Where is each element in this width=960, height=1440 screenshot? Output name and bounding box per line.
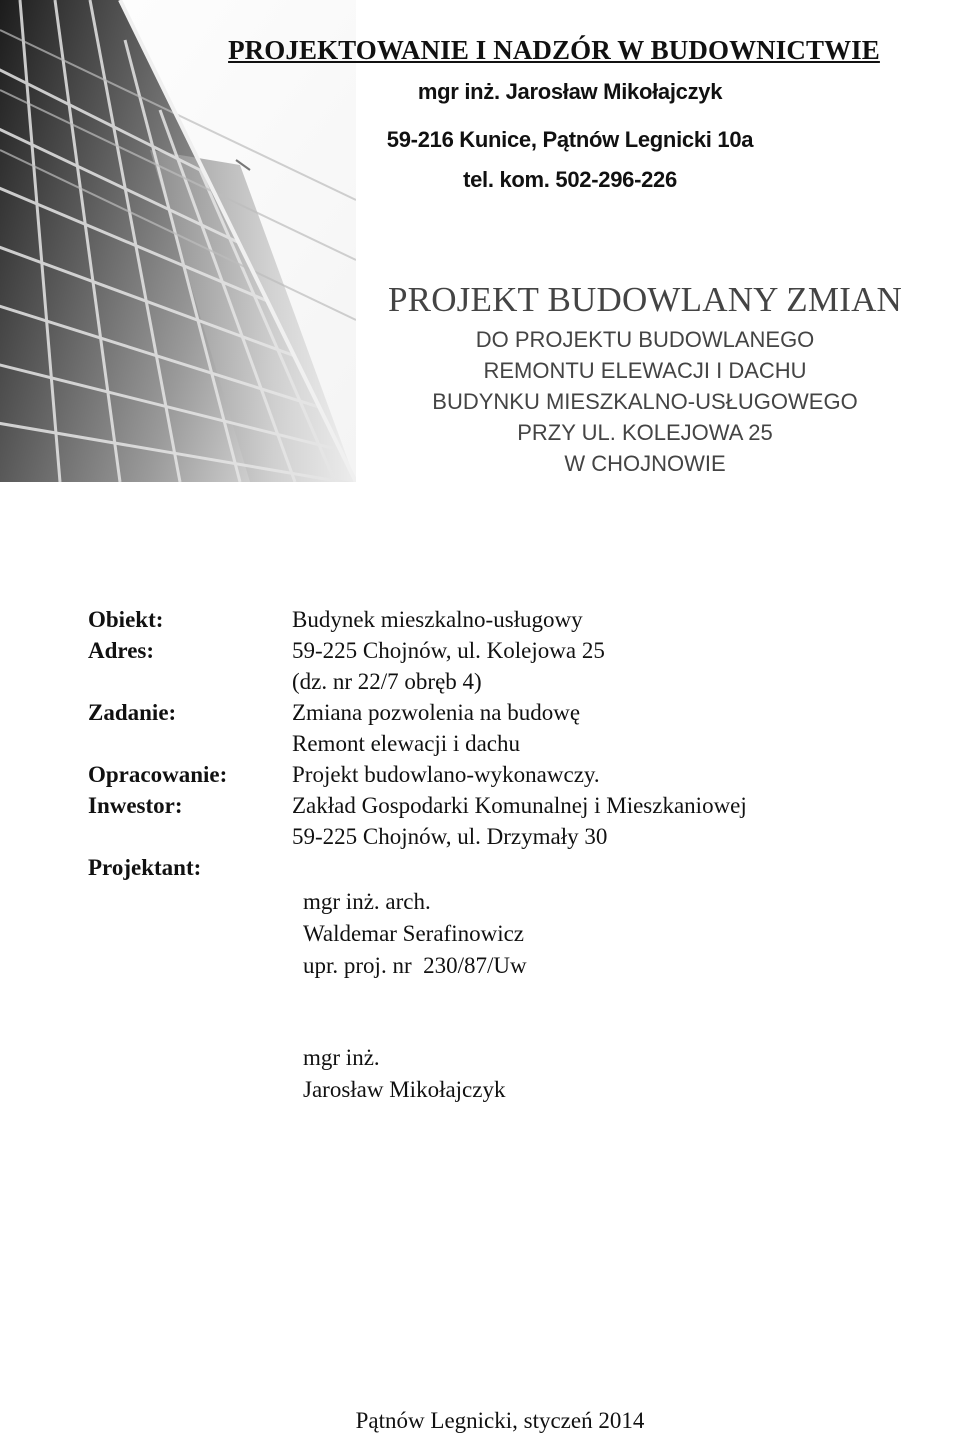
address-label: Adres: — [88, 638, 155, 663]
engineer-block — [303, 1042, 505, 1106]
task-value-2: Remont elewacji i dachu — [292, 731, 521, 756]
object-label: Obiekt: — [88, 607, 164, 632]
project-subtitle-line: DO PROJEKTU BUDOWLANEGO — [475, 327, 815, 352]
designer-title: mgr inż. arch. — [303, 889, 431, 914]
object-value: Budynek mieszkalno-usługowy — [292, 607, 583, 632]
project-title: PROJEKT BUDOWLANY ZMIAN — [387, 280, 903, 319]
project-subtitle-line: REMONTU ELEWACJI I DACHU — [483, 358, 807, 383]
investor-value: Zakład Gospodarki Komunalnej i Mieszkaniowej — [292, 793, 747, 818]
project-title-block — [330, 276, 960, 479]
designer-label: Projektant: — [88, 855, 202, 880]
company-phone: tel. kom. 502-296-226 — [463, 167, 677, 192]
company-name: PROJEKTOWANIE I NADZÓR W BUDOWNICTWIE — [228, 35, 880, 65]
designer-name: Waldemar Serafinowicz — [303, 921, 525, 946]
project-subtitle-line: BUDYNKU MIESZKALNO-USŁUGOWEGO — [432, 389, 858, 414]
engineer-title: mgr inż. — [303, 1045, 380, 1070]
investor-address: 59-225 Chojnów, ul. Drzymały 30 — [292, 824, 608, 849]
company-header — [160, 28, 940, 200]
prepared-label: Opracowanie: — [88, 762, 228, 787]
engineer-full-name: Jarosław Mikołajczyk — [303, 1077, 506, 1102]
investor-label: Inwestor: — [88, 793, 183, 818]
project-subtitle-line: W CHOJNOWIE — [564, 451, 726, 476]
task-label: Zadanie: — [88, 700, 177, 725]
address-value-plot: (dz. nr 22/7 obręb 4) — [292, 669, 482, 694]
task-value: Zmiana pozwolenia na budowę — [292, 700, 581, 725]
company-address: 59-216 Kunice, Pątnów Legnicki 10a — [386, 127, 754, 152]
engineer-name: mgr inż. Jarosław Mikołajczyk — [417, 79, 723, 104]
designer-block — [303, 886, 527, 982]
place-date: Pątnów Legnicki, styczeń 2014 — [355, 1408, 645, 1433]
project-subtitle-line: PRZY UL. KOLEJOWA 25 — [517, 420, 773, 445]
designer-license: upr. proj. nr 230/87/Uw — [303, 953, 527, 978]
address-value: 59-225 Chojnów, ul. Kolejowa 25 — [292, 638, 605, 663]
prepared-value: Projekt budowlano-wykonawczy. — [292, 762, 600, 787]
